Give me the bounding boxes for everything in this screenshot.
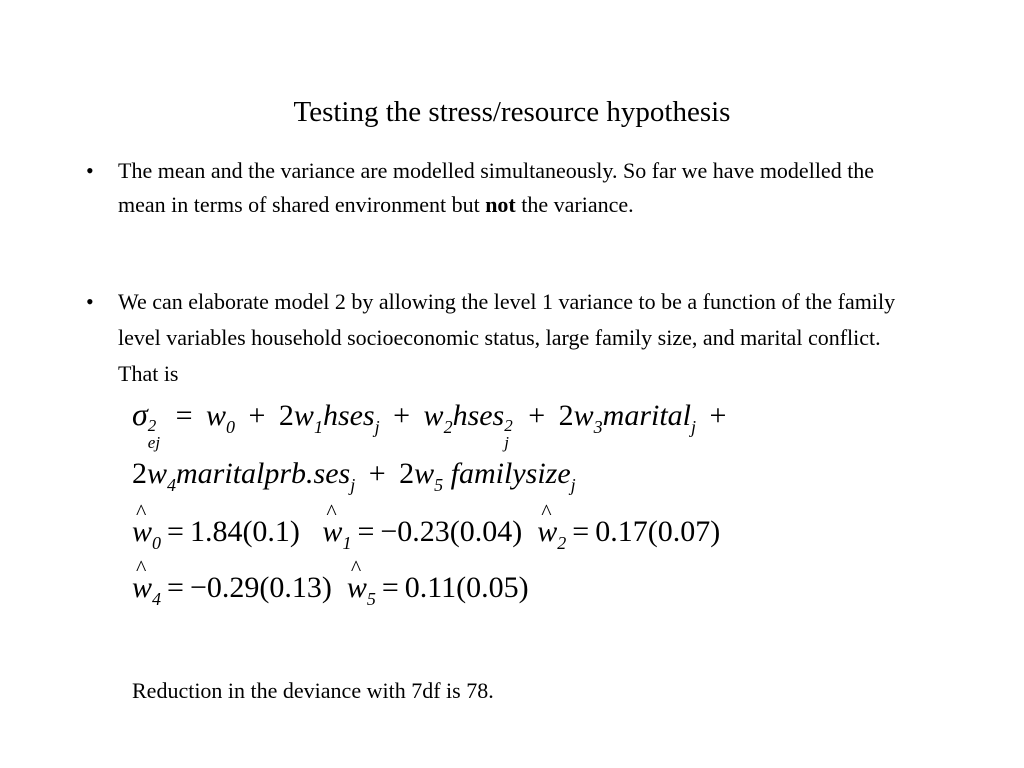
estimate-w5 — [346, 571, 529, 609]
w-hat-symbol: ^ w — [132, 568, 152, 608]
w-hat-symbol: ^ w — [347, 568, 367, 608]
w-hat-symbol: ^ w — [537, 512, 557, 552]
estimate-w0 — [132, 515, 300, 553]
w-hat-symbol: ^ w — [132, 512, 152, 552]
bullet-text-1-after: the variance. — [515, 192, 634, 217]
equals-sign: = — [175, 399, 193, 432]
equals-sign: = — [381, 571, 399, 604]
coef-2: 2 — [278, 399, 294, 432]
equals-sign: = — [167, 571, 184, 604]
var-familysize-sub: j — [570, 475, 576, 495]
coef-2: 2 — [399, 457, 415, 490]
bullet-text-1 — [118, 154, 916, 222]
sigma-sub: ej — [147, 433, 161, 452]
estimate-w1 — [322, 515, 523, 553]
bullet-text-2: We can elaborate model 2 by allowing the level 1 variance to be a function of the family level variables household socioeconomic status, large family size, and marital conflict. That is — [118, 289, 896, 386]
estimate-w2 — [537, 515, 721, 553]
var-hses-squared: hses — [452, 399, 505, 432]
estimate-sub: 4 — [152, 589, 162, 609]
coef-2: 2 — [558, 399, 574, 432]
plus-sign: + — [528, 399, 546, 432]
bullet-marker: • — [86, 158, 94, 183]
var-hses-squared-sup: 2 — [504, 416, 513, 435]
term-w3: w — [573, 399, 594, 432]
equals-sign: = — [572, 515, 590, 548]
estimate-value: −0.23(0.04) — [380, 515, 523, 548]
equals-sign: = — [167, 515, 184, 548]
bullet-item-2 — [86, 284, 916, 392]
estimate-value: 1.84(0.1) — [189, 515, 300, 548]
plus-sign: + — [393, 399, 411, 432]
bullet-text-1-bold: not — [485, 192, 516, 217]
term-w1-sub: 1 — [313, 417, 323, 437]
plus-sign: + — [368, 457, 386, 490]
term-w5-sub: 5 — [434, 475, 444, 495]
term-w1: w — [293, 399, 314, 432]
var-marital-sub: j — [691, 417, 697, 437]
plus-sign: + — [709, 399, 727, 432]
estimate-value: −0.29(0.13) — [189, 571, 332, 604]
term-w2: w — [423, 399, 444, 432]
var-hses-sub: j — [374, 417, 380, 437]
var-hses-squared-sub: j — [504, 433, 509, 452]
bullet-marker: • — [86, 289, 94, 314]
sigma-scripts — [148, 417, 160, 451]
term-w0-sub: 0 — [226, 417, 235, 437]
estimate-value: 0.11(0.05) — [404, 571, 529, 604]
term-w5: w — [414, 457, 435, 490]
slide-title: Testing the stress/resource hypothesis — [293, 96, 731, 128]
sigma-symbol: σ — [132, 396, 148, 432]
equation-line-2 — [132, 454, 576, 505]
estimate-value: 0.17(0.07) — [595, 515, 721, 548]
var-marital: marital — [602, 399, 692, 432]
equals-sign: = — [357, 515, 375, 548]
var-hses: hses — [322, 399, 375, 432]
estimate-sub: 2 — [557, 533, 567, 553]
term-w4-sub: 4 — [167, 475, 177, 495]
var-familysize: familysize — [450, 457, 571, 490]
plus-sign: + — [248, 399, 266, 432]
var-maritalprb-ses-sub: j — [350, 475, 356, 495]
w-hat-symbol: ^ w — [322, 512, 342, 552]
estimates-line-1 — [132, 512, 720, 563]
bullet-text-1-before: The mean and the variance are modelled simultaneously. So far we have modelled the mean in terms of shared environment but — [118, 158, 875, 217]
estimate-sub: 0 — [152, 533, 162, 553]
var-hses-squared-scripts — [504, 417, 513, 451]
bullet-item-1 — [86, 154, 916, 222]
term-w0: w — [205, 399, 226, 432]
deviance-conclusion: Reduction in the deviance with 7df is 78. — [132, 678, 494, 703]
estimate-sub: 5 — [366, 589, 376, 609]
equation-line-1 — [132, 394, 732, 451]
estimates-line-2 — [132, 568, 529, 619]
term-w3-sub: 3 — [593, 417, 603, 437]
estimate-sub: 1 — [342, 533, 352, 553]
var-maritalprb-ses: maritalprb.ses — [176, 457, 351, 490]
coef-2: 2 — [132, 457, 147, 490]
term-w2-sub: 2 — [443, 417, 453, 437]
sigma-sup: 2 — [147, 416, 157, 435]
term-w4: w — [147, 457, 168, 490]
estimate-w4 — [132, 571, 332, 609]
